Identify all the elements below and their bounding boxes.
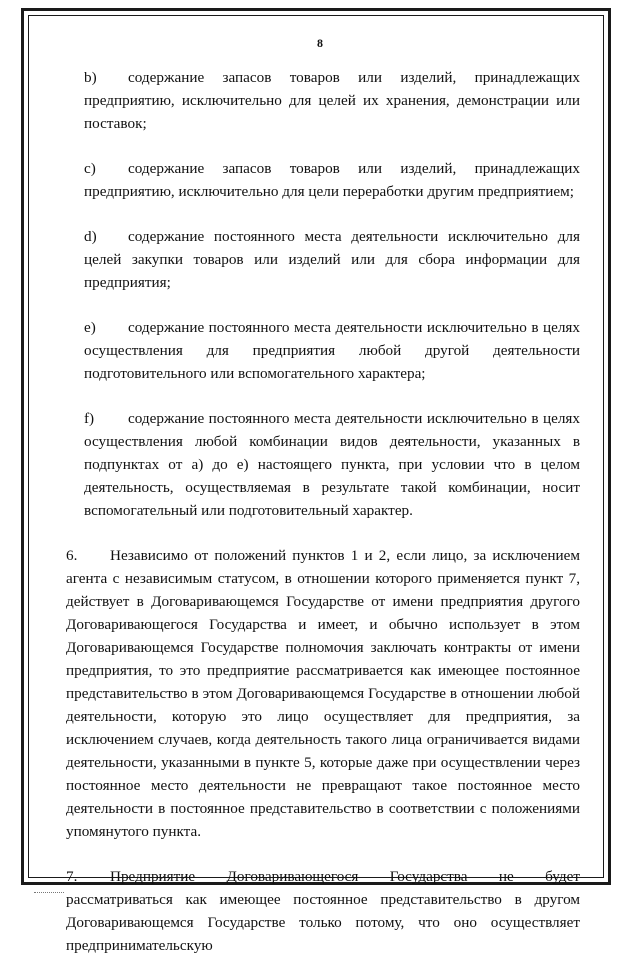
- subitem-text: содержание запасов товаров или изделий, принадлежащих предприятию, исключительно для цели переработки другим предприятием;: [84, 160, 580, 200]
- subitem-text: содержание постоянного места деятельности исключительно в целях осуществления любой комбинации видов деятельности, указанных в подпунктах от a) до e) настоящего пункта, при условии что в целом деятельность, осуществляемая в результате такой комбинации, носит вспомогательный или подготовительный характер.: [84, 410, 580, 519]
- subitem-e: [66, 316, 580, 385]
- document-body: [66, 66, 580, 957]
- subitem-label: e): [84, 319, 96, 336]
- spacer: [66, 522, 580, 544]
- subitem-text: содержание постоянного места деятельности исключительно для целей закупки товаров или изделий или для сбора информации для предприятия;: [84, 228, 580, 291]
- spacer: [66, 843, 580, 865]
- subitem-d: [66, 225, 580, 294]
- paragraph-number: 6.: [66, 547, 78, 564]
- spacer: [66, 203, 580, 225]
- scan-artifact: [34, 892, 64, 897]
- subitem-label: f): [84, 410, 95, 427]
- subitem-text: содержание запасов товаров или изделий, принадлежащих предприятию, исключительно для целей их хранения, демонстрации или поставок;: [84, 69, 580, 132]
- paragraph-number: 7.: [66, 868, 78, 885]
- subitem-text: содержание постоянного места деятельности исключительно в целях осуществления для предприятия любой другой деятельности подготовительного или вспомогательного характера;: [84, 319, 580, 382]
- spacer: [66, 385, 580, 407]
- paragraph-7: [66, 865, 580, 957]
- paragraph-6: [66, 544, 580, 843]
- subitem-label: c): [84, 160, 96, 177]
- paragraph-text: Предприятие Договаривающегося Государства не будет рассматриваться как имеющее постоянное представительство в другом Договаривающемся Государстве только потому, что оно осуществляет предпринимательскую: [66, 868, 580, 954]
- subitem-label: b): [84, 69, 97, 86]
- subitem-label: d): [84, 228, 97, 245]
- subitem-c: [66, 157, 580, 203]
- subitem-f: [66, 407, 580, 522]
- spacer: [66, 135, 580, 157]
- paragraph-text: Независимо от положений пунктов 1 и 2, если лицо, за исключением агента с независимым статусом, в отношении которого применяется пункт 7, действует в Договаривающемся Государстве от имени предприятия другого Договаривающегося Государства и имеет, и обычно использует в этом Договаривающемся Государстве полномочия заключать контракты от имени предприятия, то это предприятие рассматривается как имеющее постоянное представительство в этом Договаривающемся Государстве в отношении любой деятельности, которую это лицо осуществляет для предприятия, за исключением случаев, когда деятельность такого лица ограничивается видами деятельности, указанными в пункте 5, которые даже при осуществлении через постоянное место деятельности не превращают такое постоянное место деятельности в постоянное представительство в соответствии с положениями упомянутого пункта.: [66, 547, 580, 840]
- spacer: [66, 294, 580, 316]
- subitem-b: [66, 66, 580, 135]
- page-number: 8: [317, 36, 323, 50]
